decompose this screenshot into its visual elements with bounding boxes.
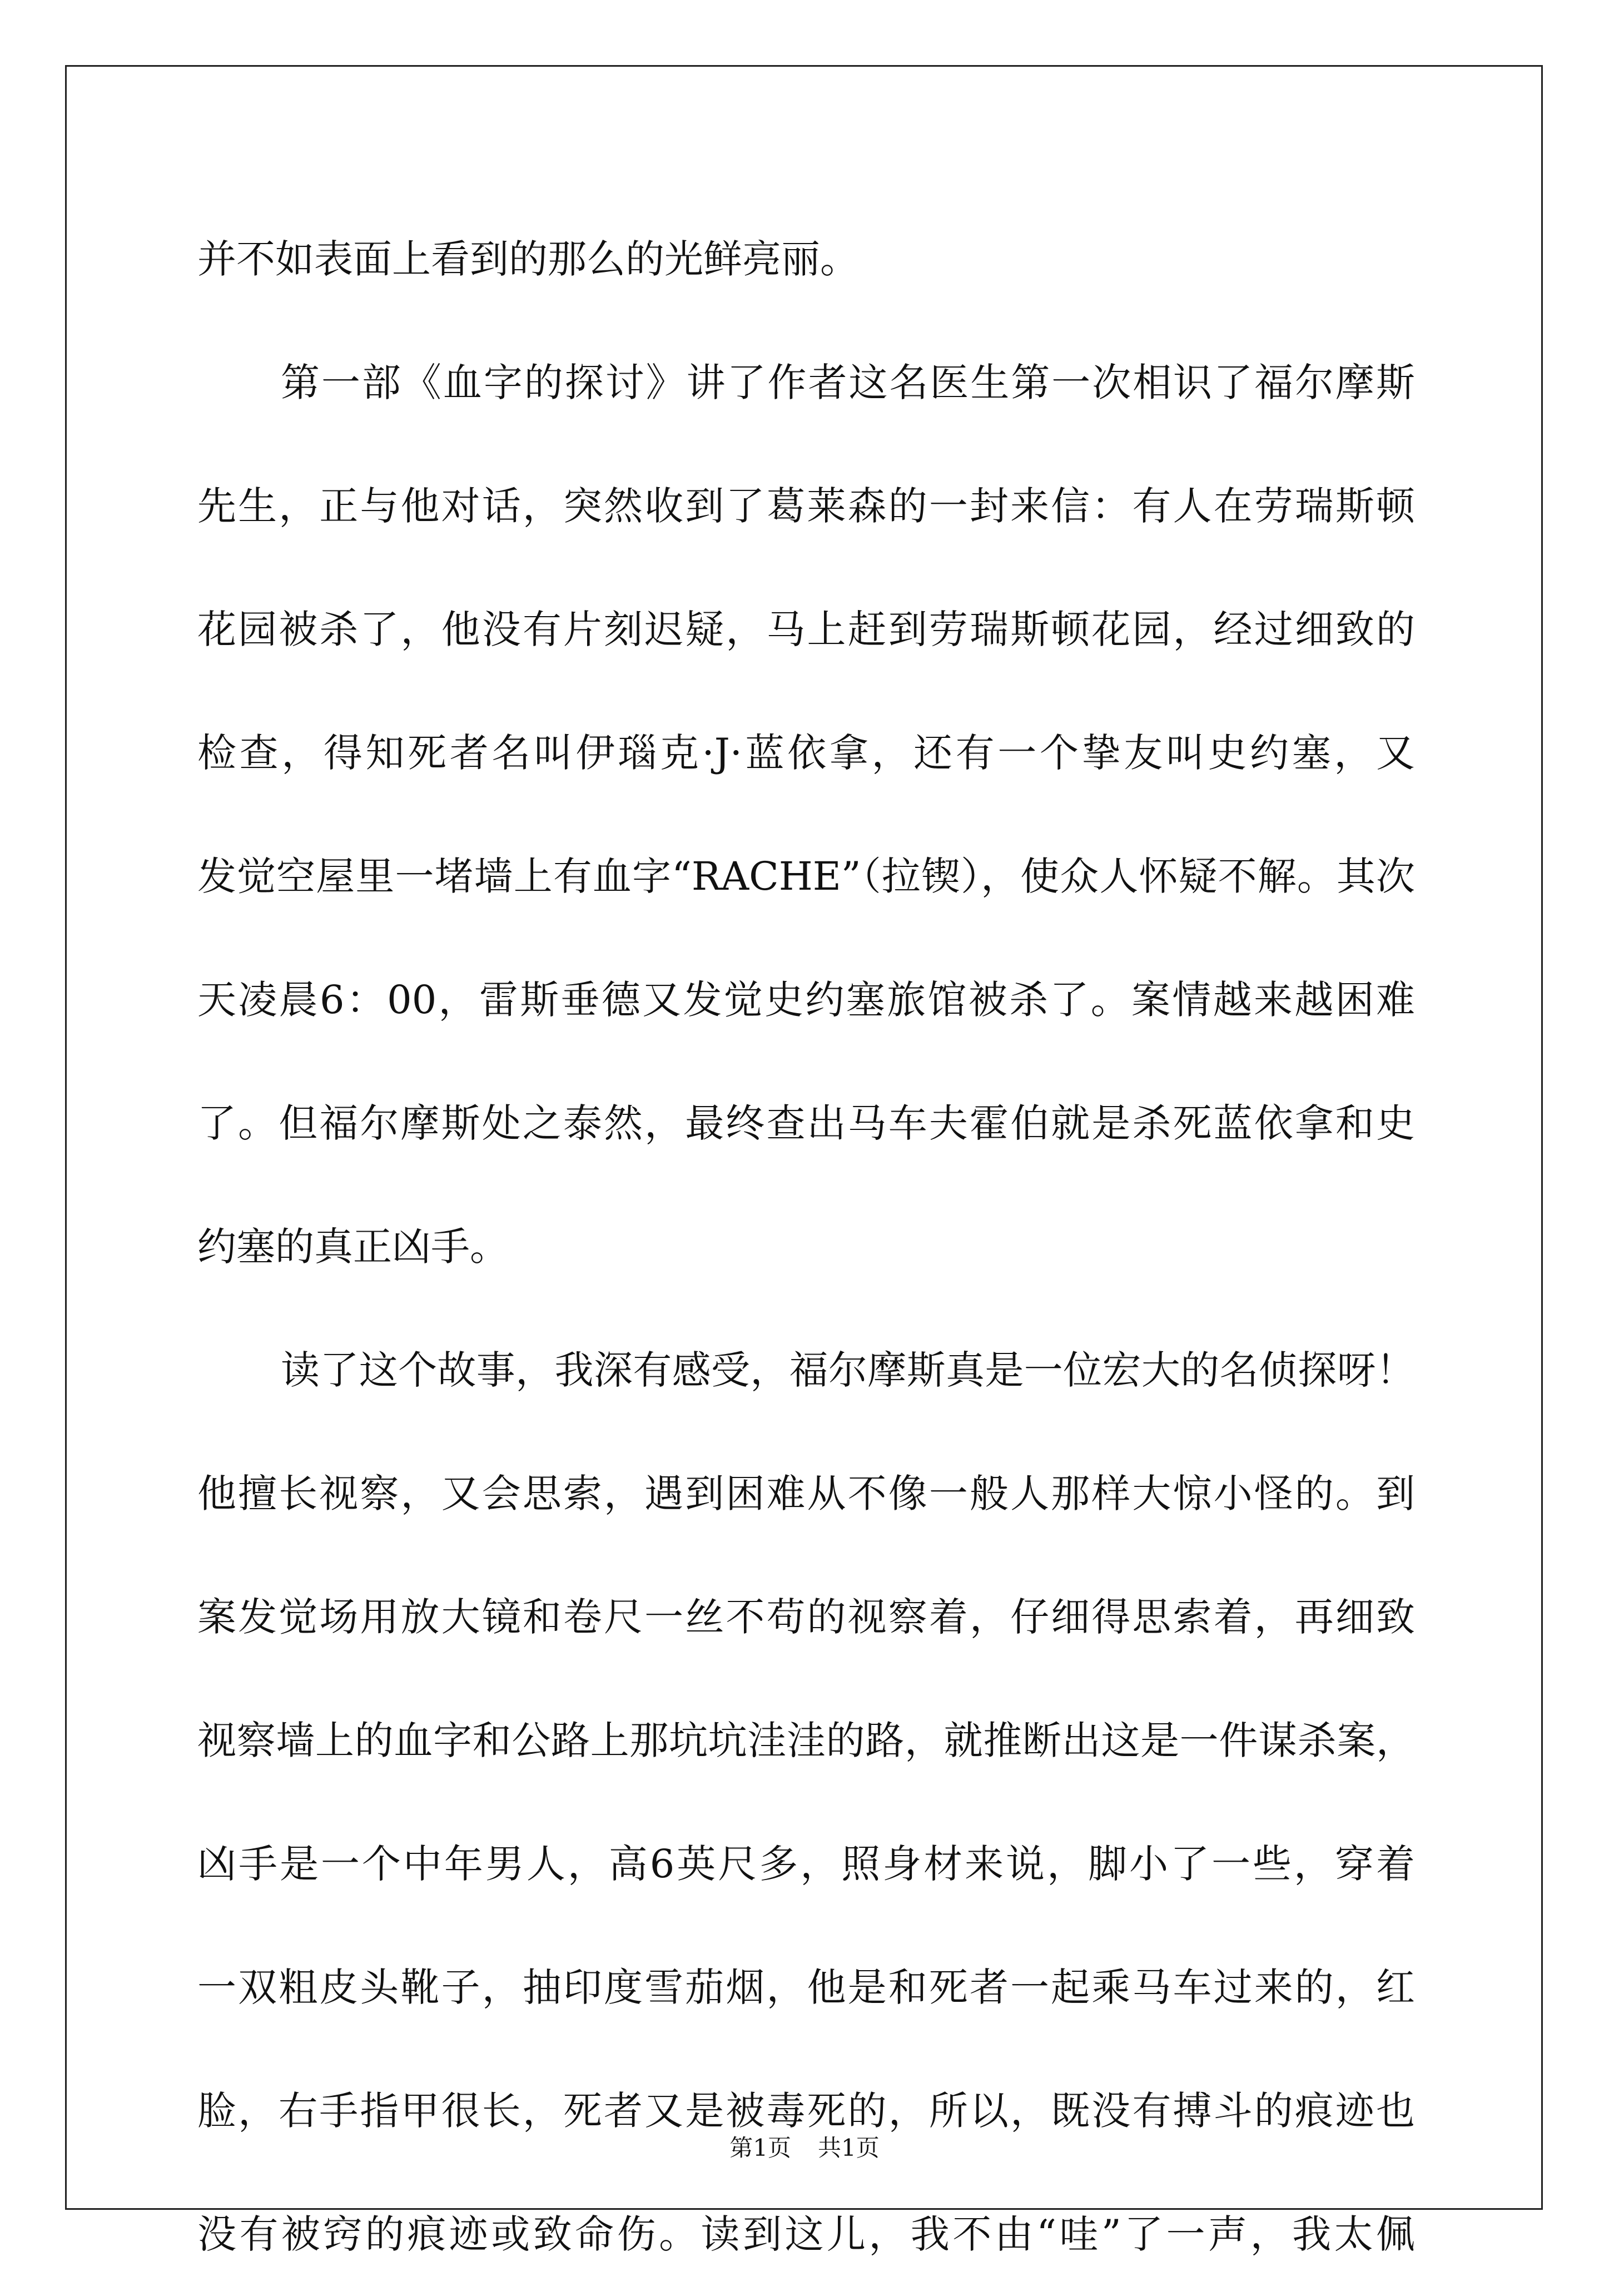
document-body bbox=[197, 197, 1415, 2296]
text-line-14: 凶手是一个中年男人，高6英尺多，照身材来说，脚小了一些，穿着 bbox=[197, 1841, 1415, 1887]
text-line-15: 一双粗皮头靴子，抽印度雪茄烟，他是和死者一起乘马车过来的，红 bbox=[197, 1965, 1415, 2010]
text-line-13: 视察墙上的血字和公路上那坑坑洼洼的路，就推断出这是一件谋杀案， bbox=[197, 1718, 1415, 1763]
text-line-6: 发觉空屋里一堵墙上有血字“RACHE”（拉锲），使众人怀疑不解。其次 bbox=[197, 854, 1415, 899]
text-line-3: 先生，正与他对话，突然收到了葛莱森的一封来信：有人在劳瑞斯顿 bbox=[197, 483, 1415, 529]
page-number: 第1页 bbox=[729, 2134, 791, 2161]
text-line-11: 他擅长视察，又会思索，遇到困难从不像一般人那样大惊小怪的。到 bbox=[197, 1471, 1415, 1516]
text-line-8: 了。但福尔摩斯处之泰然，最终查出马车夫霍伯就是杀死蓝依拿和史 bbox=[197, 1100, 1415, 1146]
text-line-1: 并不如表面上看到的那么的光鲜亮丽。 bbox=[197, 236, 859, 282]
text-line-16: 脸，右手指甲很长，死者又是被毒死的，所以，既没有搏斗的痕迹也 bbox=[197, 2088, 1415, 2134]
text-line-2: 第一部《血字的探讨》讲了作者这名医生第一次相识了福尔摩斯 bbox=[281, 360, 1415, 405]
text-line-17: 没有被窍的痕迹或致命伤。读到这儿，我不由“哇”了一声，我太佩 bbox=[197, 2211, 1415, 2257]
page-footer bbox=[0, 2130, 1609, 2163]
text-line-7: 天凌晨6：00，雷斯垂德又发觉史约塞旅馆被杀了。案情越来越困难 bbox=[197, 977, 1415, 1023]
text-line-5: 检查，得知死者名叫伊瑙克·J·蓝依拿，还有一个挚友叫史约塞，又 bbox=[197, 730, 1415, 776]
text-line-12: 案发觉场用放大镜和卷尺一丝不苟的视察着，仔细得思索着，再细致 bbox=[197, 1594, 1415, 1640]
text-line-10: 读了这个故事，我深有感受，福尔摩斯真是一位宏大的名侦探呀！ bbox=[281, 1347, 1415, 1393]
page-total: 共1页 bbox=[818, 2134, 880, 2161]
text-line-9: 约塞的真正凶手。 bbox=[197, 1224, 509, 1270]
text-line-4: 花园被杀了，他没有片刻迟疑，马上赶到劳瑞斯顿花园，经过细致的 bbox=[197, 607, 1415, 652]
